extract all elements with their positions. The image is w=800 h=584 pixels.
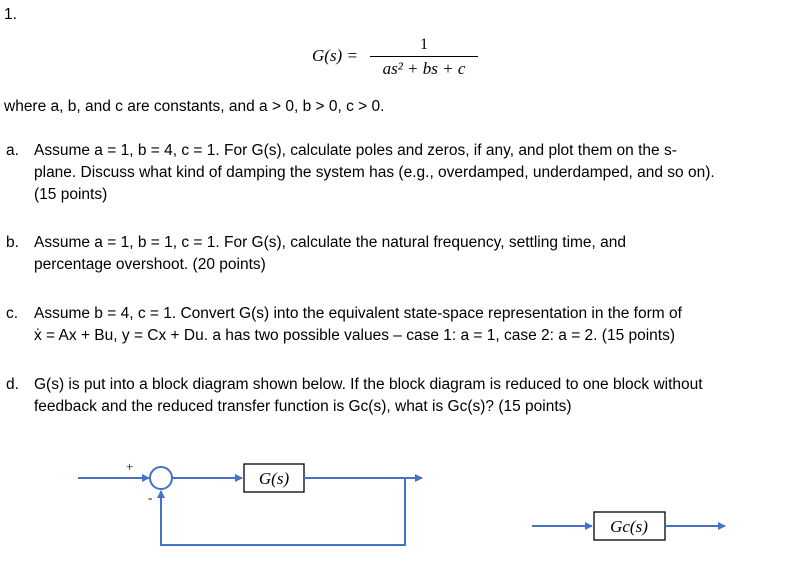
constants-note: where a, b, and c are constants, and a > 0, b > 0, c > 0.: [4, 98, 385, 115]
part-label: c.: [6, 305, 19, 322]
part-line: (15 points): [34, 186, 108, 203]
part-label: b.: [6, 234, 19, 251]
gc-s-block-label: Gc(s): [610, 517, 648, 536]
feedback-block-diagram: [0, 440, 800, 584]
equation-lhs: G(s) =: [312, 46, 358, 65]
part-line: ẋ = Ax + Bu, y = Cx + Du. a has two possible values – case 1: a = 1, case 2: a = 2. (15 points): [34, 327, 676, 344]
plus-sign: +: [126, 459, 134, 474]
part-line: percentage overshoot. (20 points): [34, 256, 266, 273]
equation-numerator: 1: [420, 36, 428, 53]
part-label: a.: [6, 142, 19, 159]
part-line: plane. Discuss what kind of damping the system has (e.g., overdamped, underdamped, and so on).: [34, 164, 715, 181]
equation-fraction: [370, 36, 478, 79]
minus-sign: -: [148, 490, 153, 505]
equation-denominator: as² + bs + c: [382, 59, 466, 79]
g-s-block-label: G(s): [258, 469, 290, 488]
part-line: Assume a = 1, b = 4, c = 1. For G(s), calculate poles and zeros, if any, and plot them on the s-: [34, 142, 677, 159]
fraction-bar: [370, 56, 478, 57]
part-line: Assume a = 1, b = 1, c = 1. For G(s), calculate the natural frequency, settling time, and: [34, 234, 627, 251]
problem-number: 1.: [4, 6, 17, 23]
part-line: G(s) is put into a block diagram shown below. If the block diagram is reduced to one block without: [34, 376, 703, 393]
summing-junction: [150, 467, 172, 489]
part-line: feedback and the reduced transfer function is Gc(s), what is Gc(s)? (15 points): [34, 398, 572, 415]
part-line: Assume b = 4, c = 1. Convert G(s) into the equivalent state-space representation in the form of: [34, 305, 682, 322]
part-label: d.: [6, 376, 19, 393]
